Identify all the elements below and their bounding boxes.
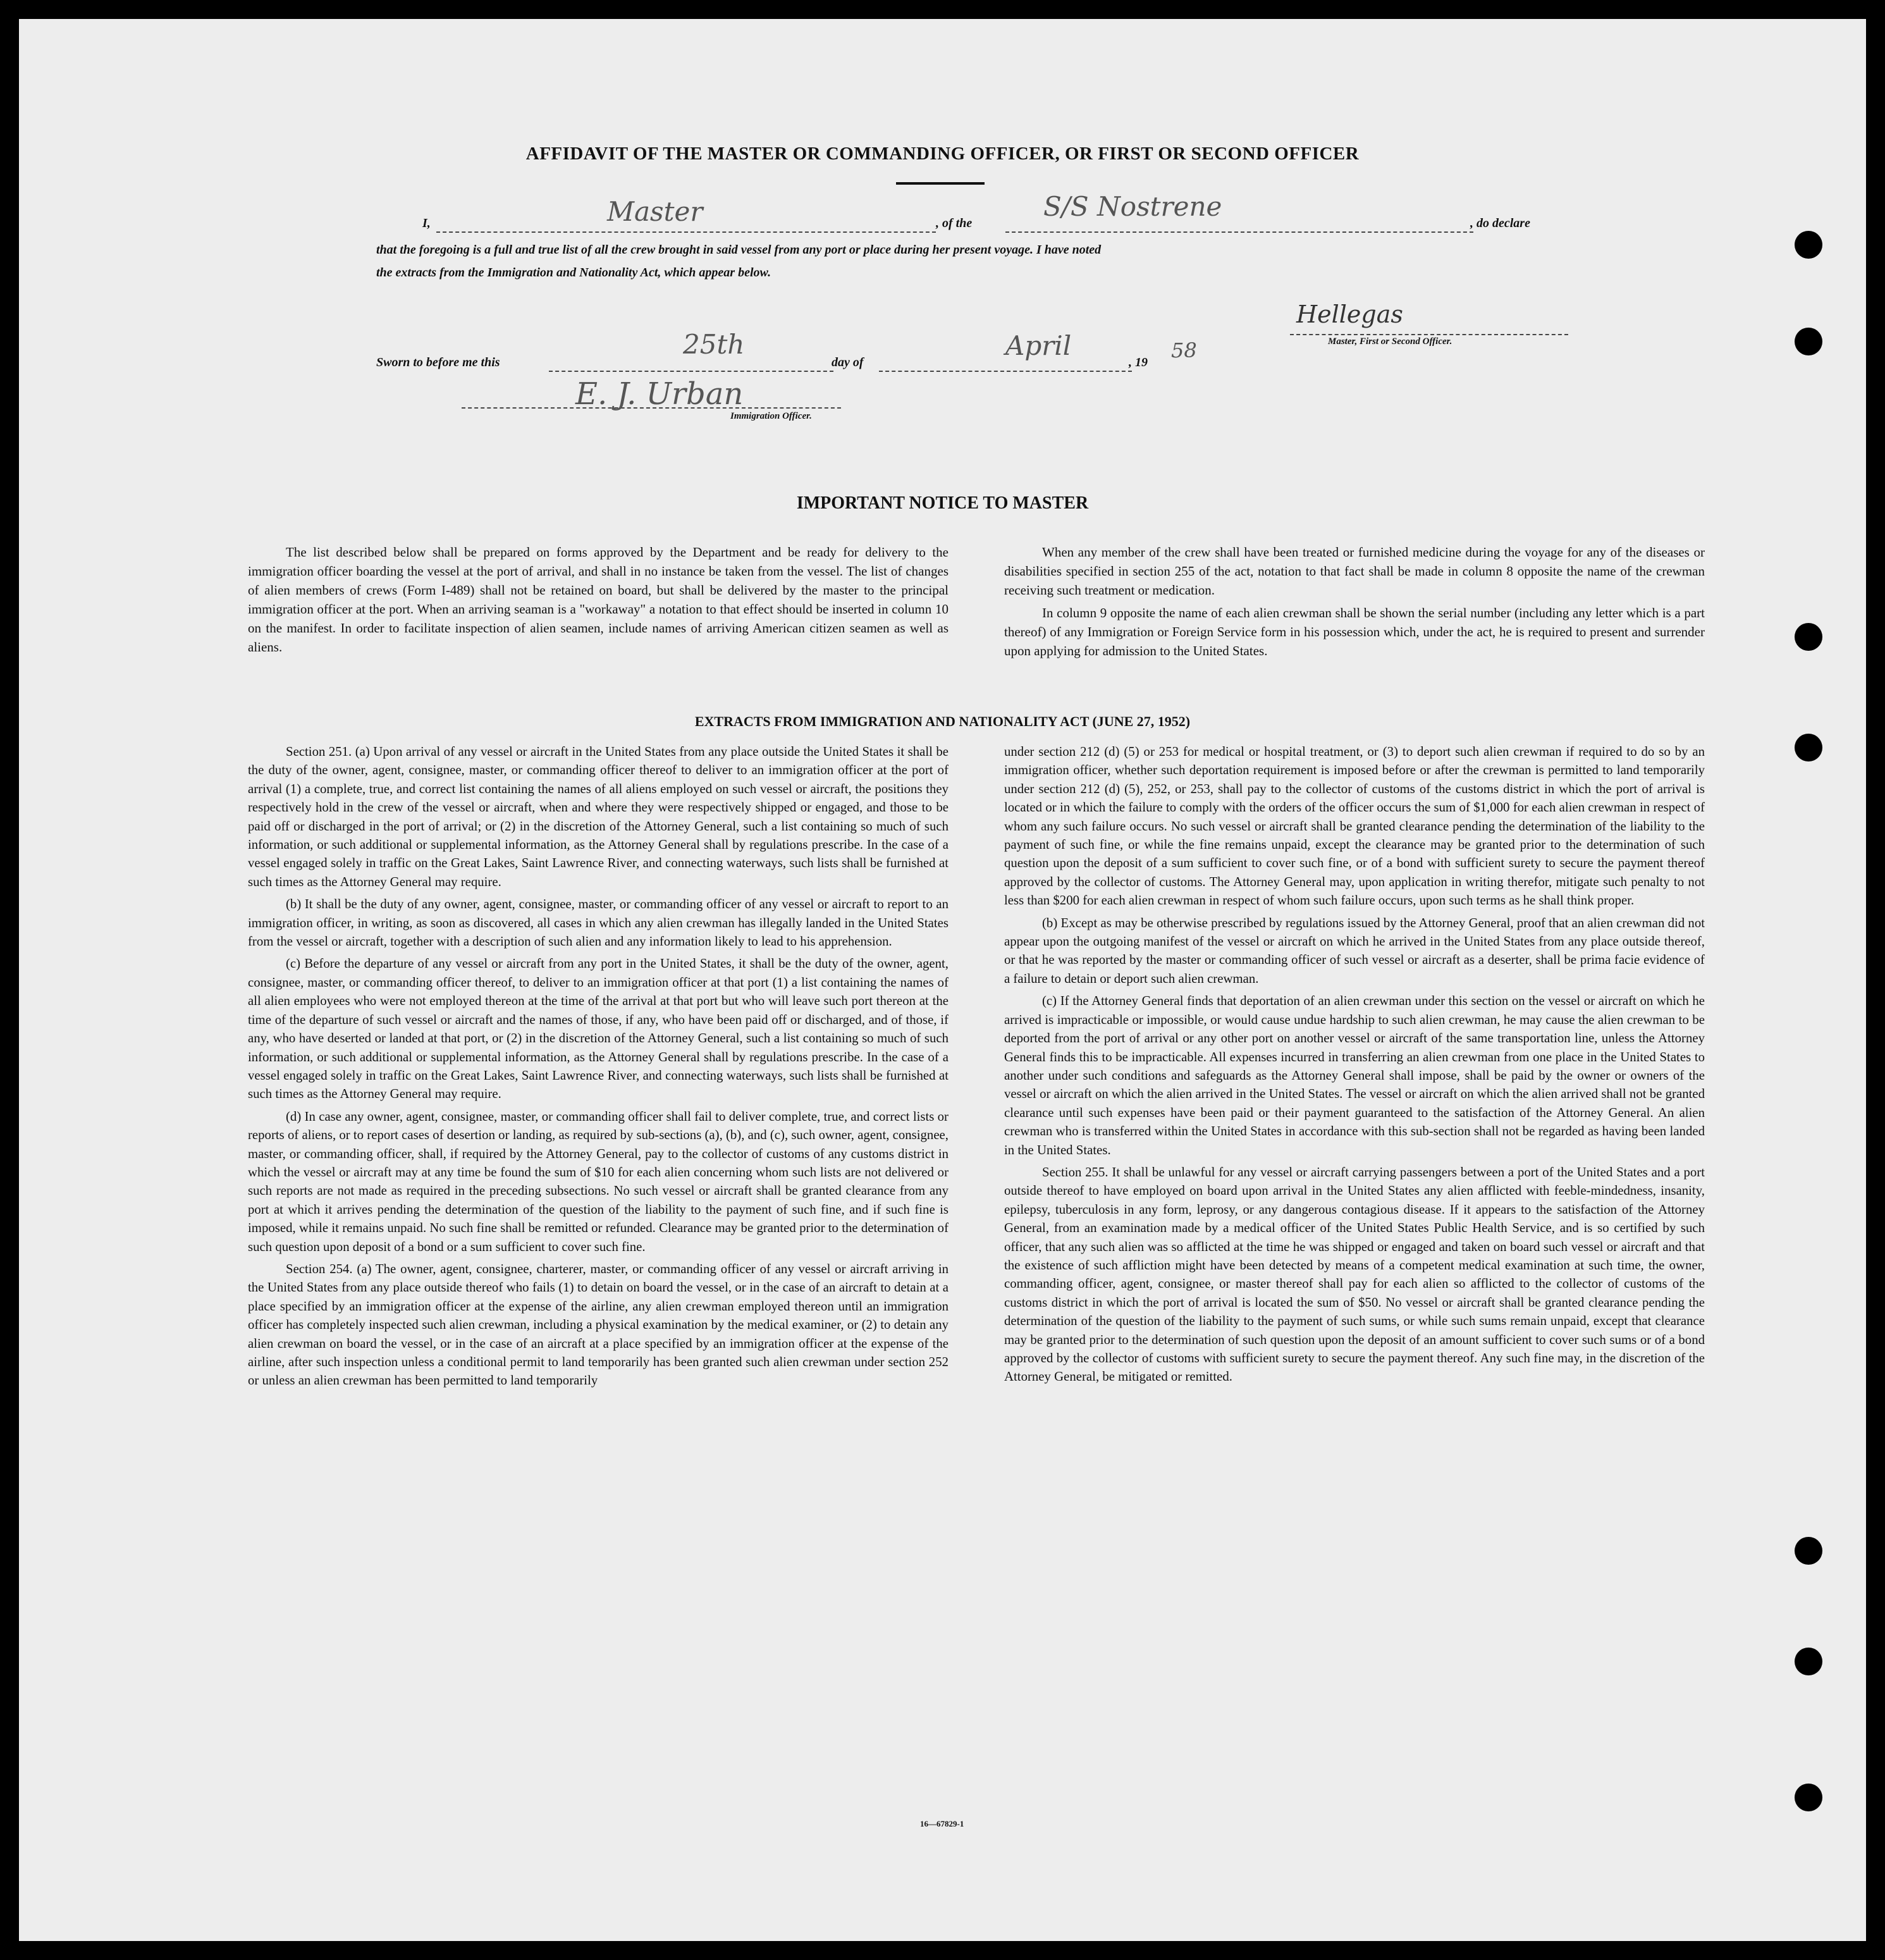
binder-hole [1795,1784,1822,1811]
extracts-right-column [1004,743,1705,1390]
binder-hole [1795,734,1822,761]
signature-caption: Master, First or Second Officer. [1328,336,1452,347]
section-254a: Section 254. (a) The owner, agent, consignee, charterer, master, or commanding officer of any vessel or aircraft arriving in the United States from any place outside thereof who fails (1) to detain on board the vessel, or in the case of an aircraft to detain at a place specified by an immigration officer at the expense of the airline, any alien crewman employed thereon until an immigration officer has completely inspected such alien crewman, including a physical examination by the medical examiner, or (2) to detain any alien crewman on board the vessel, or in the case of an aircraft at a place specified by an immigration officer at the expense of the airline, after such inspection unless a conditional permit to land temporarily has been granted such alien crewman under section 252 or unless an alien crewman has been permitted to land temporarily [248,1261,949,1388]
notice-right-column [1004,543,1705,664]
section-254c: (c) If the Attorney General finds that deportation of an alien crewman under this section on the vessel or aircraft on which he arrived is impracticable or impossible, or would cause undue hardship to such alien crewman, he may cause the alien crewman to be deported from the port of arrival or any other port on another vessel or aircraft of the same transportation line, unless the Attorney General finds this to be impracticable. All expenses incurred in transferring an alien crewman from one place in the United States to another under such conditions and safeguards as the Attorney General shall impose, shall be paid by the owner or owners of the vessel or aircraft on which the alien arrived in the United States. The vessel or aircraft on which the alien arrived shall not be granted clearance until such expenses have been paid or their payment guaranteed to the satisfaction of the Attorney General. An alien crewman who is transferred within the United States in accordance with this sub-section shall not be regarded as having been landed in the United States. [1004,994,1705,1157]
vessel-field-line [1005,231,1473,233]
name-handwritten: Master [607,196,703,227]
extracts-title: EXTRACTS FROM IMMIGRATION AND NATIONALITY ACT (JUNE 27, 1952) [694,713,1191,729]
i-label: I, [422,216,431,230]
form-number: 16—67829-1 [920,1819,964,1828]
notice-right-text-1: When any member of the crew shall have been treated or furnished medicine during the voyage for any of the diseases or disabilities specified in section 255 of the act, notation to that fact shall be made in column 8 opposite the name of the crewman receiving such treatment or medication. [1004,545,1705,598]
title-rule [896,182,985,185]
section-251c: (c) Before the departure of any vessel or aircraft from any port in the United States, it shall be the duty of the owner, agent, consignee, master, or commanding officer thereof, to deliver to an immigration officer at that port (1) a list containing the names of all alien employees who were not employed thereon at the time of the arrival at that port but who will leave such port thereon at the time of the departure of such vessel or aircraft and the names of those, if any, who have been paid off or discharged, and of those, if any, who have deserted or landed at that port, or (2) in the discretion of the Attorney General, such a list containing so much of such information, or such additional or supplemental information, as the Attorney General shall by regulations prescribe. In the case of a vessel engaged solely in traffic on the Great Lakes, Saint Lawrence River, and connecting waterways, such lists shall be furnished at such times as the Attorney General may require. [248,956,949,1102]
binder-hole [1795,328,1822,355]
notice-left-text: The list described below shall be prepared on forms approved by the Department and be ready for delivery to the immigration officer boarding the vessel at the port of arrival, and shall in no instance be taken from the vessel. The list of changes of alien members of crews (Form I-489) shall not be retained on board, but shall be delivered by the master to the principal immigration officer at the port. When an arriving seaman is a "workaway" a notation to that effect should be inserted in column 10 on the manifest. In order to facilitate inspection of alien seamen, include names of arriving American citizen seamen as well as aliens. [248,545,949,655]
of-the-label: , of the [936,216,973,230]
declaration-line-1: that the foregoing is a full and true list of all the crew brought in said vessel from any port or place during her present voyage. I have noted [376,243,1102,257]
affidavit-title: AFFIDAVIT OF THE MASTER OR COMMANDING OFFICER, OR FIRST OR SECOND OFFICER [525,144,1360,164]
year-handwritten: 58 [1171,338,1197,362]
month-field-line [879,371,1132,372]
year-prefix: , 19 [1129,355,1148,369]
month-handwritten: April [1005,330,1072,361]
declaration-line-2: the extracts from the Immigration and Nationality Act, which appear below. [376,266,771,280]
section-251a: Section 251. (a) Upon arrival of any vessel or aircraft in the United States from any place outside the United States it shall be the duty of the owner, agent, consignee, master, or commanding officer thereof to deliver to an immigration officer at the port of arrival (1) a complete, true, and correct list containing the names of all aliens employed on such vessel or aircraft, the positions they respectively hold in the crew of the vessel or aircraft, when and where they were respectively shipped or engaged, and those to be paid off or discharged in the port of arrival; or (2) in the discretion of the Attorney General, such a list containing so much of such information, or such additional or supplemental information, as the Attorney General shall by regulations prescribe. In the case of a vessel engaged solely in traffic on the Great Lakes, Saint Lawrence River, and connecting waterways, such lists shall be furnished at such times as the Attorney General may require. [248,744,949,889]
day-field-line [549,371,833,372]
day-of-label: day of [832,355,864,369]
notice-right-text-2: In column 9 opposite the name of each alien crewman shall be shown the serial number (including any letter which is a part thereof) of any Immigration or Foreign Service form in his possession which, under the act, he is required to present and surrender upon applying for admission to the United States. [1004,605,1705,658]
section-251d: (d) In case any owner, agent, consignee, master, or commanding officer shall fail to deliver complete, true, and correct lists or reports of aliens, or to report cases of desertion or landing, as required by sub-sections (a), (b), and (c), such owner, agent, consignee, master, or commanding officer, shall, if required by the Attorney General, pay to the collector of customs of any customs district in which the vessel or aircraft may at any time be found the sum of $10 for each alien concerning whom such lists are not delivered or such reports are not made as required in the preceding subsections. No such vessel or aircraft shall be granted clearance from any port at which it arrives pending the determination of the question of the liability to the payment of such fine, and if such fine is imposed, while it remains unpaid. No such fine shall be remitted or refunded. Clearance may be granted prior to the determination of such question upon deposit of a bond or a sum sufficient to cover such fine. [248,1109,949,1254]
section-254b: (b) Except as may be otherwise prescribed by regulations issued by the Attorney General, proof that an alien crewman did not appear upon the outgoing manifest of the vessel or aircraft on which he arrived in the United States from any place outside thereof, or that he was reported by the master or commanding officer of such vessel or aircraft as a deserter, shall be prima facie evidence of a failure to detain or deport such alien crewman. [1004,915,1705,986]
extracts-left-column [248,743,949,1394]
binder-hole [1795,1648,1822,1675]
signature-line [1290,334,1568,335]
section-254a-cont: under section 212 (d) (5) or 253 for medical or hospital treatment, or (3) to deport such alien crewman if required to do so by an immigration officer, whether such deportation requirement is imposed before or after the crewman is permitted to land temporarily under section 212 (d) (5), 252, or 253, shall pay to the collector of customs of the customs district in which the port of arrival is located or in which the failure to comply with the orders of the officer occurs the sum of $1,000 for each alien crewman in respect of whom any such failure occurs. No such vessel or aircraft shall be granted clearance pending the determination of the liability to the payment of such fine, or while the fine remains unpaid, except the clearance may be granted prior to the determination of such question upon the deposit of a sum sufficient to cover such fine, or of a bond with sufficient surety to secure the payment thereof approved by the collector of customs. The Attorney General may, upon application in writing therefor, mitigate such penalty to not less than $200 for each alien crewman in respect of whom such failure occurs, upon such terms as he shall think proper. [1004,744,1705,908]
section-255: Section 255. It shall be unlawful for any vessel or aircraft carrying passengers between a port of the United States and a port outside thereof to have employed on board upon arrival in the United States any alien afflicted with feeble-mindedness, insanity, epilepsy, tuberculosis in any form, leprosy, or any dangerous contagious disease. If it appears to the satisfaction of the Attorney General, from an examination made by a medical officer of the United States Public Health Service, and is so certified by such officer, that any such alien was so afflicted at the time he was shipped or engaged and taken on board such vessel or aircraft and that the existence of such affliction might have been detected by means of a competent medical examination at such time, the owner, commanding officer, agent, consignee, or master thereof shall pay for each alien so afflicted to the collector of customs of the customs district in which the port of arrival is located the sum of $50. No vessel or aircraft shall be granted clearance pending the determination of the question of the liability to the payment of such sums, or while such sums remain unpaid, except that clearance may be granted prior to the determination of such question upon the deposit of an amount sufficient to cover such sums or of a bond approved by the collector of customs with sufficient surety to secure the payment thereof. Any such fine may, in the discretion of the Attorney General, be mitigated or remitted. [1004,1164,1705,1384]
notice-left-paragraph [248,543,949,660]
document-page [19,19,1866,1941]
binder-hole [1795,623,1822,651]
notice-title: IMPORTANT NOTICE TO MASTER [796,493,1089,513]
name-field-line [436,231,936,233]
vessel-handwritten: S/S Nostrene [1043,191,1222,222]
sworn-label: Sworn to before me this [376,355,500,369]
officer-caption: Immigration Officer. [730,411,812,421]
section-251b: (b) It shall be the duty of any owner, agent, consignee, master, or commanding officer of any vessel or aircraft to report to an immigration officer, in writing, as soon as discovered, all cases in which any alien crewman has illegally landed in the United States from the vessel or aircraft, together with a description of such alien and any information likely to lead to his apprehension. [248,897,949,949]
binder-hole [1795,1537,1822,1565]
binder-hole [1795,231,1822,259]
declare-label: , do declare [1470,216,1530,230]
day-handwritten: 25th [683,329,745,360]
officer-signature: E. J. Urban [575,376,744,412]
master-signature: Hellegas [1296,300,1403,328]
